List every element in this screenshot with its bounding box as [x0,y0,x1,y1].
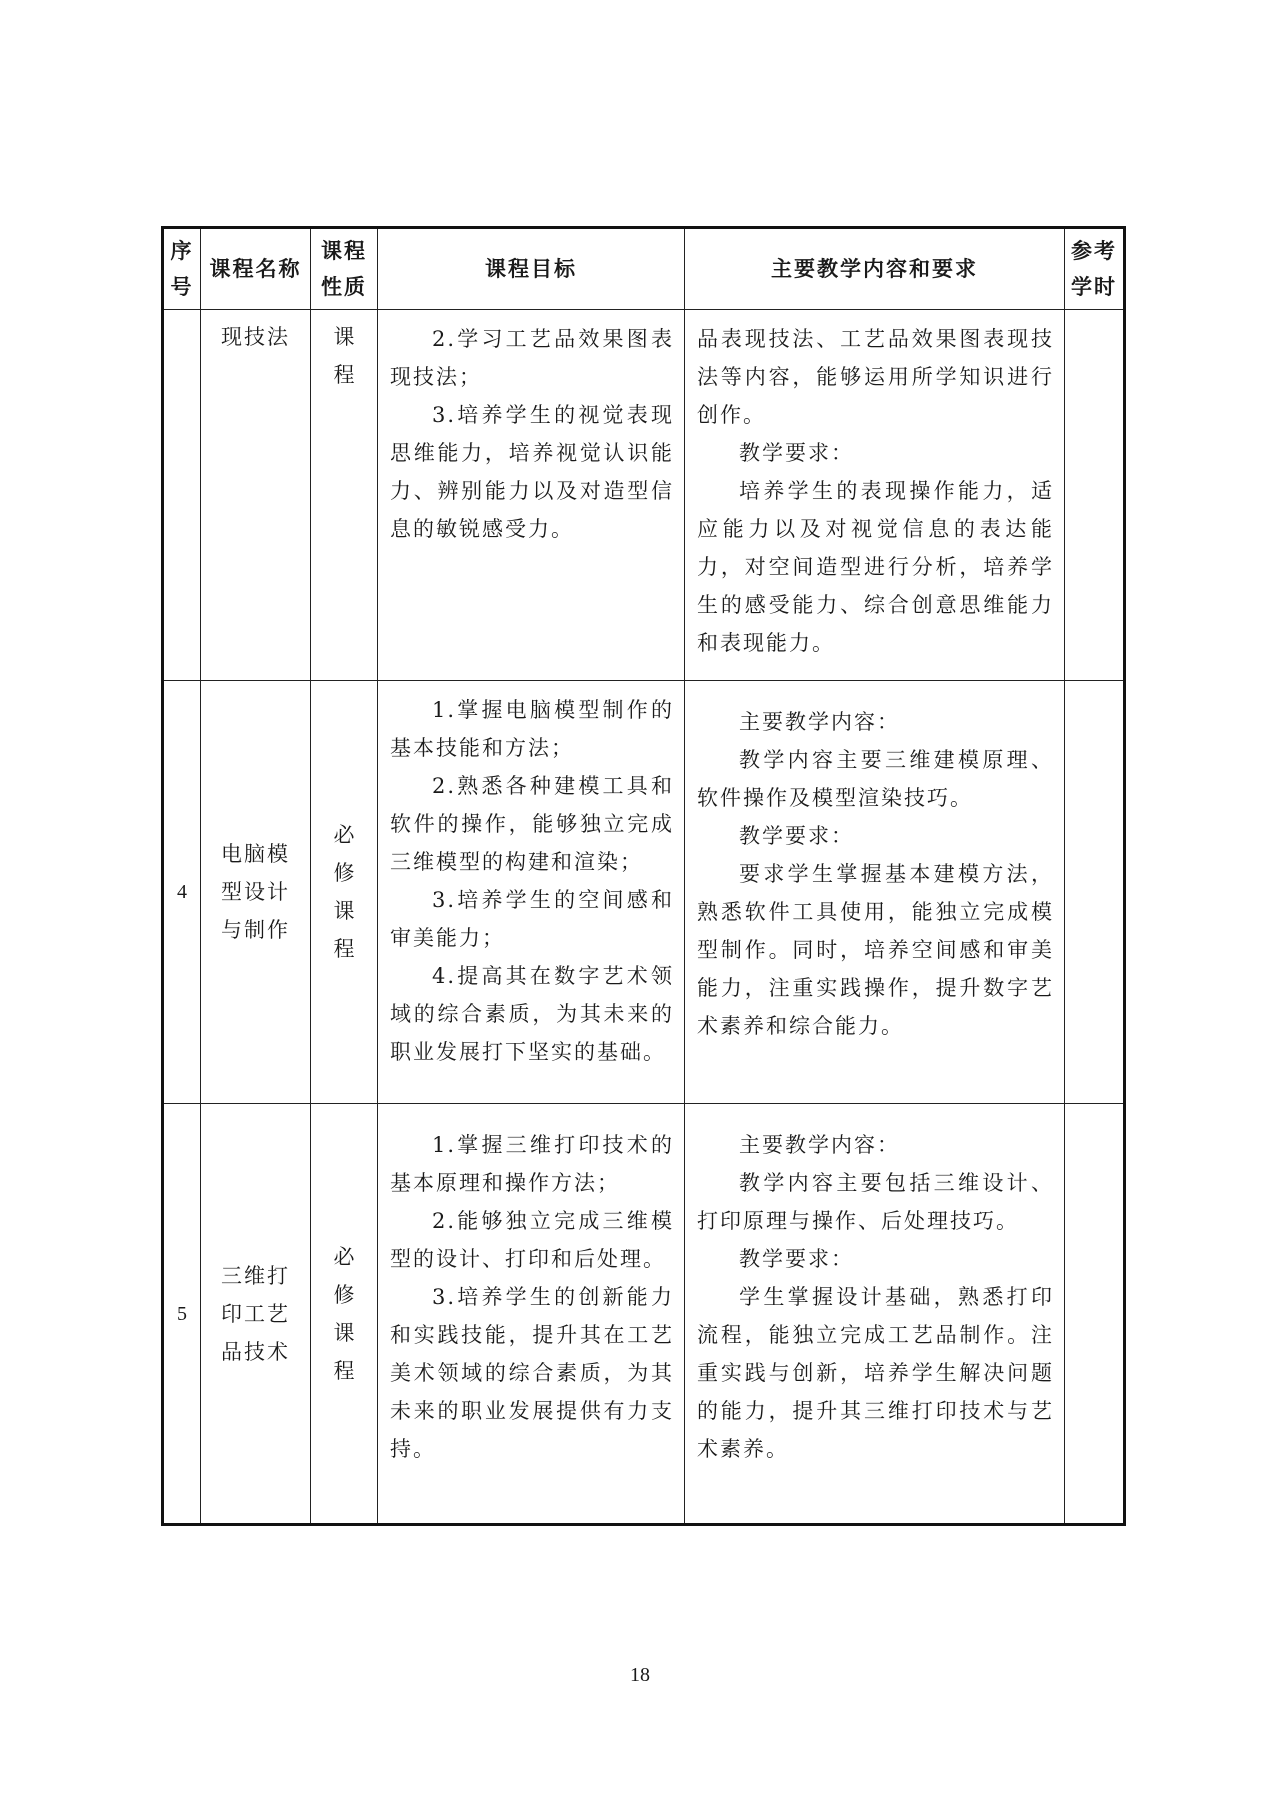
row-course-goal [378,681,685,1104]
row-seq [163,310,201,681]
table-row [163,681,1125,1104]
row-course-name: 现技法 [201,310,311,681]
goal-item: 3.培养学生的创新能力和实践技能，提升其在工艺美术领域的综合素质，为其未来的职业发展提供有力支持。 [390,1285,674,1461]
row-seq: 5 [163,1104,201,1525]
row-course-content [685,310,1065,681]
header-hours-line-1: 参考 [1071,238,1117,263]
nature-char: 必 [333,823,355,847]
row-course-content [685,681,1065,1104]
nature-char: 程 [333,363,355,387]
header-course-content: 主要教学内容和要求 [685,228,1065,310]
content-paragraph: 品表现技法、工艺品效果图表现技法等内容，能够运用所学知识进行创作。 [697,327,1054,427]
row-course-content [685,1104,1065,1525]
nature-char: 程 [333,937,355,961]
header-course-name: 课程名称 [201,228,311,310]
content-paragraph: 教学要求： [739,824,854,848]
row-course-goal [378,310,685,681]
header-seq-line-2: 号 [170,274,194,299]
header-seq [163,228,201,310]
row-course-nature [311,681,378,1104]
header-seq-line-1: 序 [170,238,194,263]
header-hours-line-2: 学时 [1071,274,1117,299]
nature-char: 课 [333,1320,355,1345]
nature-char: 修 [333,861,355,885]
row-course-nature [311,1104,378,1525]
content-paragraph: 教学内容主要包括三维设计、打印原理与操作、后处理技巧。 [697,1171,1054,1233]
goal-item: 1.掌握三维打印技术的基本原理和操作方法； [390,1133,674,1195]
goal-item: 2.熟悉各种建模工具和软件的操作，能够独立完成三维模型的构建和渲染； [390,774,674,874]
row-reference-hours [1065,1104,1125,1525]
row-reference-hours [1065,681,1125,1104]
goal-item: 1.掌握电脑模型制作的基本技能和方法； [390,698,674,760]
nature-char: 必 [333,1244,355,1269]
row-course-name: 电脑模型设计与制作 [201,681,311,1104]
header-reference-hours [1065,228,1125,310]
row-reference-hours [1065,310,1125,681]
header-nature-line-2: 性质 [321,274,367,299]
content-paragraph: 教学要求： [739,441,854,465]
table-header-row [163,228,1125,310]
content-paragraph: 教学要求： [739,1247,854,1271]
page-number: 18 [630,1664,650,1686]
table-row [163,310,1125,681]
nature-char: 程 [333,1358,355,1383]
content-paragraph: 主要教学内容： [739,710,900,734]
goal-item: 2.学习工艺品效果图表现技法； [390,327,674,389]
content-paragraph: 学生掌握设计基础，熟悉打印流程，能独立完成工艺品制作。注重实践与创新，培养学生解决问题的能力，提升其三维打印技术与艺术素养。 [697,1285,1054,1461]
row-course-goal [378,1104,685,1525]
row-seq: 4 [163,681,201,1104]
header-nature-line-1: 课程 [321,238,367,263]
content-paragraph: 主要教学内容： [739,1133,900,1157]
row-course-nature [311,310,378,681]
content-paragraph: 要求学生掌握基本建模方法，熟悉软件工具使用，能独立完成模型制作。同时，培养空间感和审美能力，注重实践操作，提升数字艺术素养和综合能力。 [697,862,1054,1038]
table-row [163,1104,1125,1525]
goal-item: 3.培养学生的视觉表现思维能力，培养视觉认识能力、辨别能力以及对造型信息的敏锐感受力。 [390,403,674,541]
header-course-nature [311,228,378,310]
header-course-goal: 课程目标 [378,228,685,310]
row-course-name: 三维打印工艺品技术 [201,1104,311,1525]
content-paragraph: 培养学生的表现操作能力，适应能力以及对视觉信息的表达能力，对空间造型进行分析，培养学生的感受能力、综合创意思维能力和表现能力。 [697,479,1054,655]
nature-char: 课 [333,325,355,349]
nature-char: 课 [333,899,355,923]
course-table [161,226,1126,1526]
goal-item: 2.能够独立完成三维模型的设计、打印和后处理。 [390,1209,674,1271]
content-paragraph: 教学内容主要三维建模原理、软件操作及模型渲染技巧。 [697,748,1054,810]
nature-char: 修 [333,1282,355,1307]
goal-item: 4.提高其在数字艺术领域的综合素质，为其未来的职业发展打下坚实的基础。 [390,964,674,1064]
goal-item: 3.培养学生的空间感和审美能力； [390,888,674,950]
